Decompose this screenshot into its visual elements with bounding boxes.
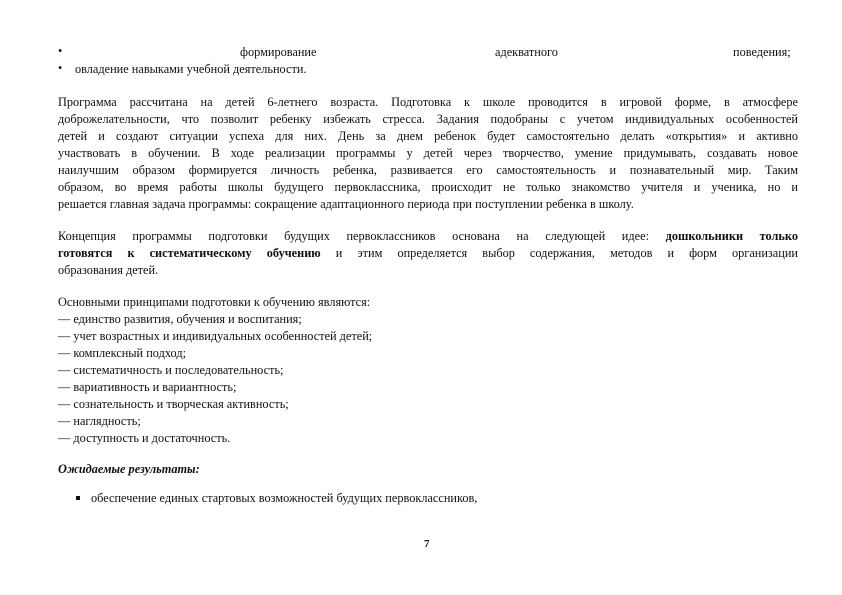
paragraph-line: наилучшим образом формируется личность ребенка, развивается его самостоятельность и познавательный мир. Таким	[58, 163, 798, 177]
list-item: — комплексный подход;	[58, 346, 186, 360]
paragraph-line: Программа рассчитана на детей 6-летнего возраста. Подготовка к школе проводится в игровой форме, в атмосфере	[58, 95, 798, 109]
paragraph-line	[58, 228, 798, 244]
paragraph-line: доброжелательности, что позволит ребенку избежать стресса. Задания подобраны с учетом индивидуальных особенностей	[58, 112, 798, 126]
concept-text: и этим определяется выбор содержания, методов и форм организации	[320, 246, 798, 260]
bullet-marker: •	[58, 61, 63, 75]
bullet-marker: •	[58, 44, 63, 58]
list-item: — наглядность;	[58, 414, 141, 428]
list-item: — систематичность и последовательность;	[58, 363, 284, 377]
list-item: — сознательность и творческая активность;	[58, 397, 289, 411]
list-item: — учет возрастных и индивидуальных особенностей детей;	[58, 329, 373, 343]
list-item: — доступность и достаточность.	[58, 431, 231, 445]
paragraph-line: детей и создают ситуации успеха для них. День за днем ребенок будет самостоятельно делать «открытия» и активно	[58, 129, 798, 143]
page-number: 7	[424, 538, 430, 550]
concept-bold-text: готовятся к систематическому обучению	[58, 246, 321, 260]
list-item: — вариативность и вариантность;	[58, 380, 237, 394]
paragraph-line: образом, во время работы школы будущего первоклассника, происходит не только знакомство учителя и ученика, но и	[58, 180, 798, 194]
list-item: обеспечение единых стартовых возможностей будущих первоклассников,	[91, 491, 478, 505]
list-item-word: поведения;	[733, 45, 791, 59]
list-item: — единство развития, обучения и воспитания;	[58, 312, 302, 326]
concept-text: Концепция программы подготовки будущих первоклассников основана на следующей идее:	[58, 229, 666, 243]
list-item-word: адекватного	[495, 45, 558, 59]
list-item-word: формирование	[240, 45, 317, 59]
concept-bold-text: дошкольники только	[665, 229, 798, 243]
list-item: овладение навыками учебной деятельности.	[75, 62, 307, 76]
paragraph-line: участвовать в обучении. В ходе реализации программы у детей через творчество, умение придумывать, создавать новое	[58, 146, 798, 160]
results-heading: Ожидаемые результаты:	[58, 462, 200, 476]
principles-heading: Основными принципами подготовки к обучению являются:	[58, 295, 371, 309]
paragraph-line: образования детей.	[58, 263, 159, 277]
paragraph-line	[58, 245, 798, 261]
paragraph-line: решается главная задача программы: сокращение адаптационного периода при поступлении ребенка в школу.	[58, 197, 634, 211]
square-bullet-icon	[76, 496, 80, 500]
